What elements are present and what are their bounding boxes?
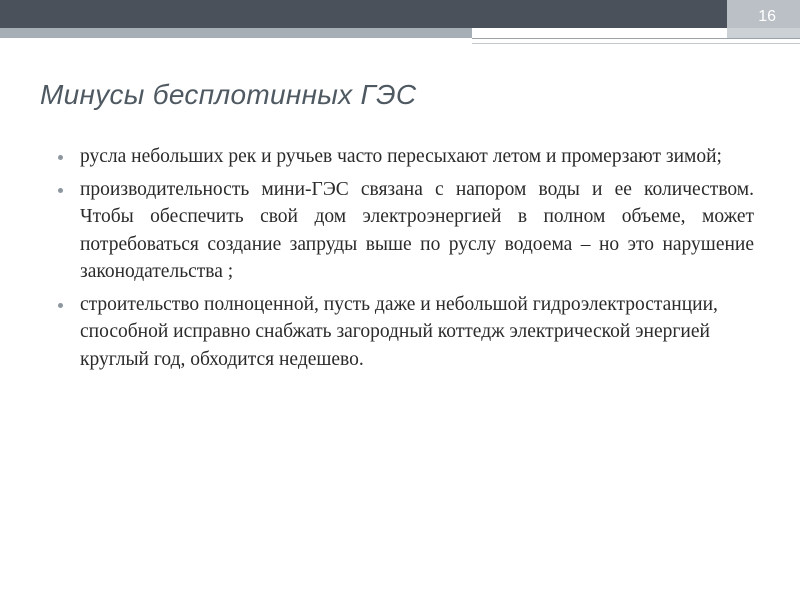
bullet-icon xyxy=(58,188,63,193)
bullet-text: производительность мини-ГЭС связана с напором воды и ее количеством. Чтобы обеспечить свой дом электроэнергией в полном объеме, может потребоваться создание запруды выше по руслу водоема – но это нарушение законодательства ; xyxy=(80,178,754,282)
bullet-icon xyxy=(58,155,63,160)
list-item xyxy=(58,291,754,374)
slide-number: 16 xyxy=(758,8,776,25)
bullet-text: строительство полноценной, пусть даже и небольшой гидроэлектростанции, способной исправно снабжать загородный коттедж электрической энергией круглый год, обходится недешево. xyxy=(80,293,718,370)
slide-title: Минусы бесплотинных ГЭС xyxy=(40,79,417,110)
header-accent-line xyxy=(472,43,800,44)
header-accent-line xyxy=(472,38,800,39)
bullet-list xyxy=(58,143,754,378)
bullet-text: русла небольших рек и ручьев часто пересыхают летом и промерзают зимой; xyxy=(80,146,722,167)
list-item xyxy=(58,143,754,171)
bullet-icon xyxy=(58,303,63,308)
list-item xyxy=(58,176,754,286)
header-bar xyxy=(0,0,800,28)
header-accent-band xyxy=(0,28,472,38)
